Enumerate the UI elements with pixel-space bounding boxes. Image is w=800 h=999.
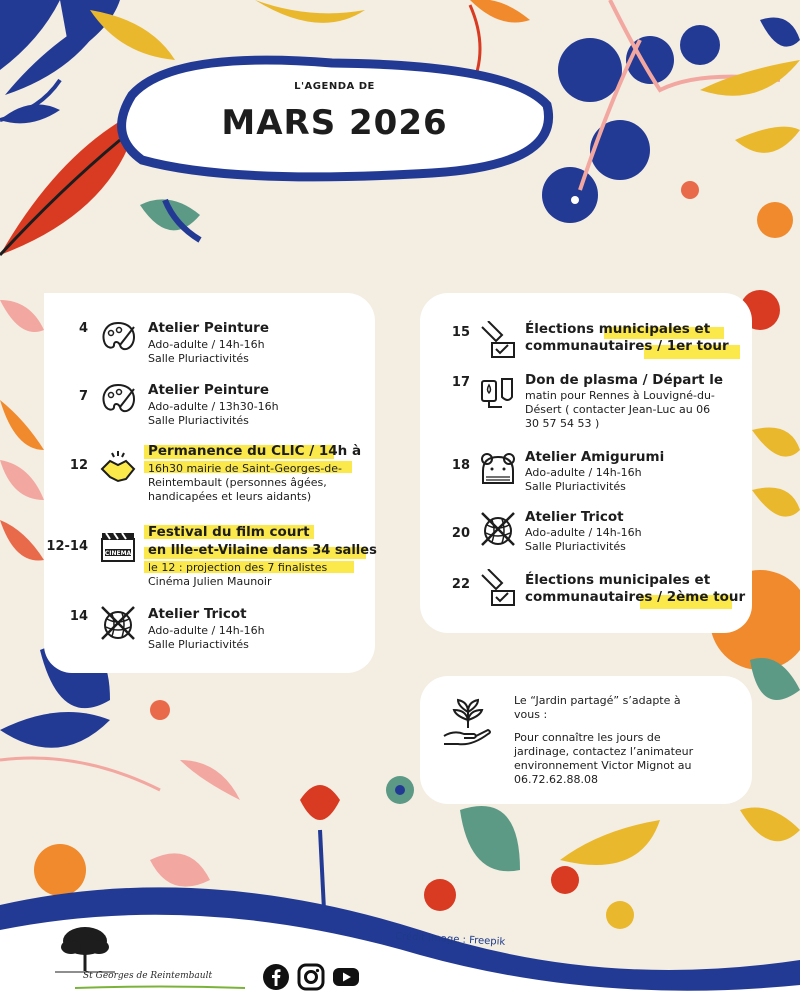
event-line: Reintembault (personnes âgées, (148, 476, 327, 489)
garden-line: environnement Victor Mignot au (514, 759, 692, 772)
tree-logo-icon (55, 925, 115, 973)
event-line: Ado-adulte / 14h-16h (148, 624, 265, 637)
event-line: handicapées et leurs aidants) (148, 490, 312, 503)
event-title: Atelier Amigurumi (525, 449, 665, 465)
event-date: 4 (78, 321, 88, 336)
instagram-icon[interactable] (297, 963, 325, 991)
event-line: Salle Pluriactivités (148, 638, 249, 651)
event-title: Élections municipales et (525, 321, 711, 337)
event-line: Salle Pluriactivités (525, 480, 626, 493)
yarn-ball-icon (478, 509, 518, 549)
event-date: 12-14 (46, 539, 88, 554)
garden-line: jardinage, contactez l’animateur (514, 745, 694, 758)
right-events-card (420, 293, 752, 633)
event-date: 15 (451, 325, 470, 340)
garden-line: Le “Jardin partagé” s’adapte à (514, 694, 681, 707)
event-date: 20 (451, 526, 470, 541)
agenda-label: L'AGENDA DE (294, 81, 375, 92)
event-line: en Ille-et-Vilaine dans 34 salles (148, 543, 377, 558)
amigurumi-bear-icon (478, 449, 518, 489)
event-date: 18 (451, 458, 470, 473)
palette-icon (98, 319, 138, 359)
event-date: 22 (451, 577, 470, 592)
event-line: 30 57 54 53 ) (525, 417, 600, 430)
event-title: Permanence du CLIC / 14h à (148, 443, 362, 459)
event-line: Ado-adulte / 13h30-16h (148, 400, 279, 413)
event-title: Don de plasma / Départ le (525, 372, 723, 388)
garden-info-card (420, 676, 752, 804)
yarn-ball-icon (98, 603, 138, 643)
municipality-logo (55, 925, 245, 993)
left-events-card (44, 293, 375, 673)
blood-donation-icon (478, 371, 518, 411)
event-line: communautaires / 2ème tour (525, 589, 746, 605)
handshake-icon (98, 447, 138, 487)
event-line: 16h30 mairie de Saint-Georges-de- (148, 462, 343, 475)
event-line: Salle Pluriactivités (148, 352, 249, 365)
event-line: Ado-adulte / 14h-16h (525, 526, 642, 539)
cinema-clapper-icon (98, 527, 138, 567)
logo-underline (75, 985, 245, 991)
event-title: Atelier Tricot (525, 509, 624, 525)
garden-line: vous : (514, 708, 548, 721)
event-line: Salle Pluriactivités (525, 540, 626, 553)
event-line: Cinéma Julien Maunoir (148, 575, 272, 588)
facebook-icon[interactable] (262, 963, 290, 991)
event-line: le 12 : projection des 7 finalistes (148, 561, 328, 574)
ballot-box-icon (478, 569, 518, 609)
event-title: Festival du film court (148, 524, 310, 540)
garden-line: Pour connaître les jours de (514, 731, 661, 744)
event-date: 17 (451, 375, 470, 390)
event-title: Atelier Peinture (148, 382, 269, 398)
palette-icon (98, 381, 138, 421)
plant-in-hand-icon (442, 698, 494, 750)
title-banner (112, 55, 557, 183)
event-line: Salle Pluriactivités (148, 414, 249, 427)
event-line: Ado-adulte / 14h-16h (525, 466, 642, 479)
event-date: 12 (69, 458, 88, 473)
event-title: Élections municipales et (525, 572, 711, 588)
event-title: Atelier Tricot (148, 606, 247, 622)
event-title: Atelier Peinture (148, 320, 269, 336)
event-line: Ado-adulte / 14h-16h (148, 338, 265, 351)
svg-text:CINEMA: CINEMA (104, 550, 132, 557)
event-date: 14 (69, 609, 88, 624)
event-line: Désert ( contacter Jean-Luc au 06 (525, 403, 711, 416)
event-line: communautaires / 1er tour (525, 338, 729, 354)
image-credit: Crédit image : Freepik (394, 931, 506, 948)
youtube-icon[interactable] (332, 963, 360, 991)
page-title: MARS 2026 (221, 103, 448, 143)
logo-text: St Georges de Reintembault (83, 971, 213, 981)
event-date: 7 (78, 389, 88, 404)
ballot-box-icon (478, 321, 518, 361)
garden-line: 06.72.62.88.08 (514, 773, 598, 786)
event-line: matin pour Rennes à Louvigné-du- (525, 389, 715, 402)
